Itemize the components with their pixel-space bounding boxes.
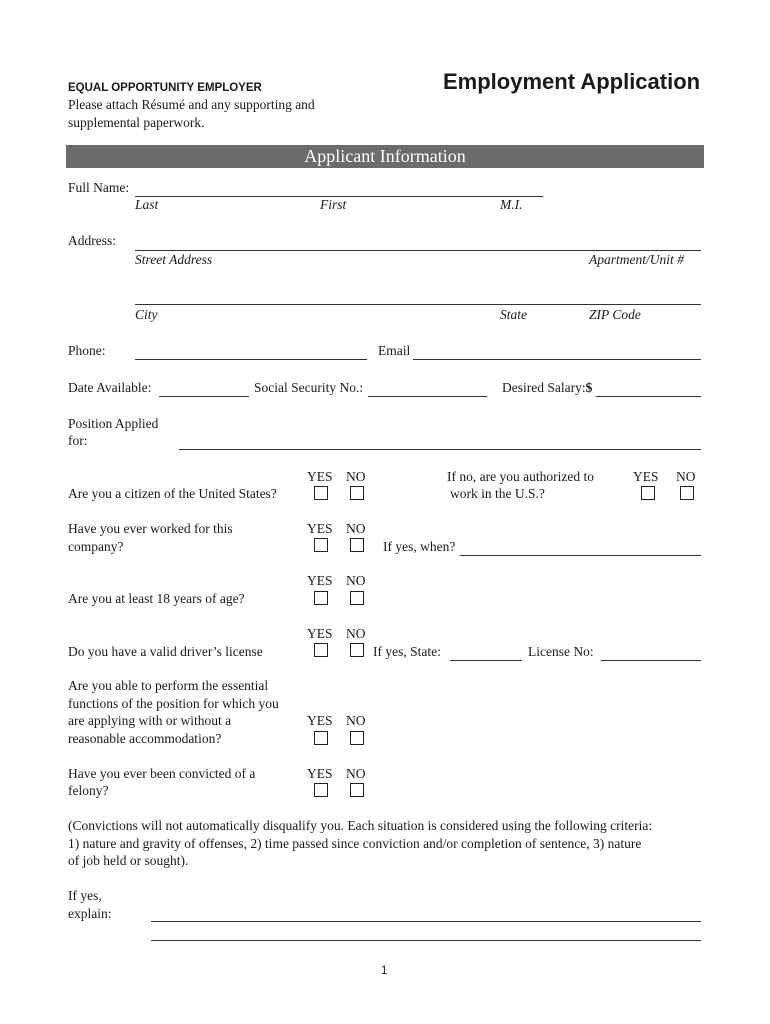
age-no-label: NO <box>346 573 366 588</box>
explain-label-line2: explain: <box>68 906 112 921</box>
license-number-input[interactable] <box>601 644 701 661</box>
felony-question-line1: Have you ever been convicted of a <box>68 766 256 781</box>
conviction-note-line3: of job held or sought). <box>68 853 189 868</box>
middle-initial-caption: M.I. <box>500 197 523 212</box>
explain-input-line1[interactable] <box>151 905 701 922</box>
full-name-label: Full Name: <box>68 180 130 195</box>
city-caption: City <box>135 307 158 322</box>
citizen-yes-checkbox[interactable] <box>314 486 328 500</box>
authorized-yes-label: YES <box>633 469 659 484</box>
desired-salary-input[interactable] <box>596 380 701 397</box>
worked-when-input[interactable] <box>460 539 701 556</box>
section-title: Applicant Information <box>304 146 466 166</box>
explain-label-line1: If yes, <box>68 888 102 903</box>
worked-question-line1: Have you ever worked for this <box>68 521 233 536</box>
license-no-label: NO <box>346 626 366 641</box>
license-no-checkbox[interactable] <box>350 643 364 657</box>
phone-input[interactable] <box>135 343 367 360</box>
worked-question-line2: company? <box>68 539 124 554</box>
position-input[interactable] <box>179 433 701 450</box>
essential-question-line3: are applying with or without a <box>68 713 232 728</box>
desired-salary-label <box>502 380 592 396</box>
age-question: Are you at least 18 years of age? <box>68 591 245 606</box>
city-state-zip-input[interactable] <box>135 288 701 305</box>
ssn-input[interactable] <box>368 380 487 397</box>
license-question: Do you have a valid driver’s license <box>68 644 263 659</box>
explain-input-line2[interactable] <box>151 924 701 941</box>
license-state-label: If yes, State: <box>373 644 441 659</box>
date-available-label: Date Available: <box>68 380 152 395</box>
position-label-line1: Position Applied <box>68 416 159 431</box>
street-address-caption: Street Address <box>135 252 213 267</box>
worked-yes-label: YES <box>307 521 333 536</box>
state-caption: State <box>500 307 527 322</box>
essential-question-line4: reasonable accommodation? <box>68 731 222 746</box>
license-yes-label: YES <box>307 626 333 641</box>
essential-question-line2: functions of the position for which you <box>68 696 279 711</box>
position-label-line2: for: <box>68 433 88 448</box>
date-available-input[interactable] <box>159 380 249 397</box>
authorized-question-line1: If no, are you authorized to <box>447 469 594 484</box>
desired-salary-text: Desired Salary: <box>502 380 586 395</box>
email-input[interactable] <box>413 343 701 360</box>
authorized-question-line2: work in the U.S.? <box>450 486 545 501</box>
felony-yes-checkbox[interactable] <box>314 783 328 797</box>
felony-yes-label: YES <box>307 766 333 781</box>
dollar-sign: $ <box>585 380 593 395</box>
full-name-input[interactable] <box>135 180 543 197</box>
age-yes-label: YES <box>307 573 333 588</box>
essential-no-label: NO <box>346 713 366 728</box>
license-state-input[interactable] <box>450 644 522 661</box>
worked-yes-checkbox[interactable] <box>314 538 328 552</box>
felony-question-line2: felony? <box>68 783 109 798</box>
conviction-note-line1: (Convictions will not automatically disqualify you. Each situation is considered using the following criteria: <box>68 818 653 833</box>
license-yes-checkbox[interactable] <box>314 643 328 657</box>
citizen-no-checkbox[interactable] <box>350 486 364 500</box>
age-no-checkbox[interactable] <box>350 591 364 605</box>
first-name-caption: First <box>320 197 347 212</box>
page-title: Employment Application <box>443 69 701 94</box>
essential-yes-checkbox[interactable] <box>314 731 328 745</box>
apartment-caption: Apartment/Unit # <box>589 252 684 267</box>
worked-no-label: NO <box>346 521 366 536</box>
citizen-yes-label: YES <box>307 469 333 484</box>
felony-no-label: NO <box>346 766 366 781</box>
authorized-no-label: NO <box>676 469 696 484</box>
essential-yes-label: YES <box>307 713 333 728</box>
authorized-yes-checkbox[interactable] <box>641 486 655 500</box>
felony-no-checkbox[interactable] <box>350 783 364 797</box>
essential-no-checkbox[interactable] <box>350 731 364 745</box>
employer-statement: EQUAL OPPORTUNITY EMPLOYER <box>68 82 262 94</box>
zip-caption: ZIP Code <box>589 307 641 322</box>
section-banner <box>66 145 704 168</box>
page-number: 1 <box>381 965 388 977</box>
email-label: Email <box>378 343 411 358</box>
phone-label: Phone: <box>68 343 106 358</box>
authorized-no-checkbox[interactable] <box>680 486 694 500</box>
conviction-note-line2: 1) nature and gravity of offenses, 2) time passed since conviction and/or completion of sentence, 3) nature <box>68 836 642 851</box>
citizen-question: Are you a citizen of the United States? <box>68 486 277 501</box>
street-address-input[interactable] <box>135 234 701 251</box>
license-number-label: License No: <box>528 644 594 659</box>
citizen-no-label: NO <box>346 469 366 484</box>
worked-when-label: If yes, when? <box>383 539 456 554</box>
ssn-label: Social Security No.: <box>254 380 364 395</box>
last-name-caption: Last <box>135 197 159 212</box>
worked-no-checkbox[interactable] <box>350 538 364 552</box>
attach-instruction-line1: Please attach Résumé and any supporting and <box>68 97 315 112</box>
essential-question-line1: Are you able to perform the essential <box>68 678 269 693</box>
attach-instruction-line2: supplemental paperwork. <box>68 115 205 130</box>
address-label: Address: <box>68 233 116 248</box>
age-yes-checkbox[interactable] <box>314 591 328 605</box>
